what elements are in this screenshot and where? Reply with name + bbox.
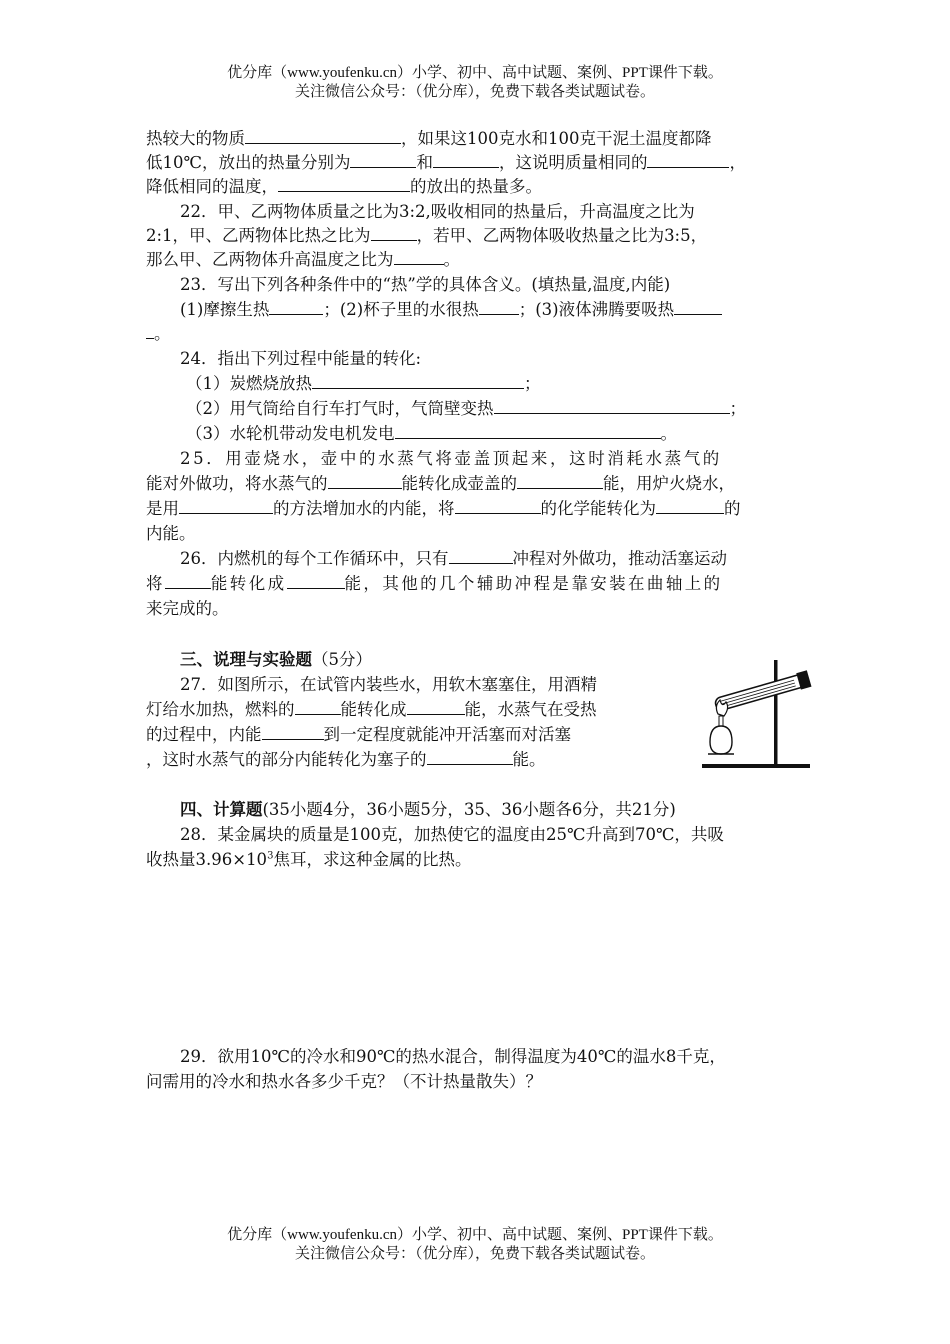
- section-4-heading: [180, 798, 676, 822]
- header-line-2: 关注微信公众号：（优分库），免费下载各类试题试卷。: [294, 84, 655, 100]
- section-3-score: （5分）: [312, 650, 372, 669]
- section-3-heading: [180, 648, 372, 672]
- page-header: [0, 64, 950, 102]
- q21-line-1: 热较大的物质 ，如果这100克水和100克干泥土温度都降: [146, 129, 712, 148]
- section-3-title: 三、说理与实验题: [180, 650, 312, 669]
- section-4-title: 四、计算题: [180, 800, 263, 819]
- q23-line-2: (1)摩擦生热 ；(2)杯子里的水很热 ；(3)液体沸腾要吸热: [146, 298, 844, 322]
- q24-line-2: （1）炭燃烧放热 ；: [186, 374, 541, 393]
- q29-line-2: 问需用的冷水和热水各多少千克？（不计热量散失）？: [146, 1072, 542, 1091]
- q21-line-2: 低10℃，放出的热量分别为 和 ，这说明质量相同的 ，: [146, 153, 746, 172]
- q23-line-1: 23．写出下列各种条件中的“热”学的具体含义。(填热量,温度,内能): [180, 275, 671, 294]
- q26-line-3: 来完成的。: [146, 599, 229, 618]
- page-footer: [0, 1226, 950, 1264]
- q28-line-2: 收热量$3.96\times 10^3$焦耳，求这种金属的比热。: [146, 850, 472, 869]
- q22-line-2: 2:1，甲、乙两物体比热之比为 ，若甲、乙两物体吸收热量之比为3:5，: [146, 226, 708, 245]
- q21-line-3: 降低相同的温度， 的放出的热量多。: [146, 177, 542, 196]
- q29-line-1: 29．欲用10℃的冷水和90℃的热水混合，制得温度为40℃的温水8千克，: [180, 1047, 726, 1066]
- footer-line-2: 关注微信公众号：（优分库），免费下载各类试题试卷。: [294, 1246, 655, 1262]
- test-tube-heating-apparatus-icon: [700, 656, 812, 774]
- q24-line-4: （3）水轮机带动发电机发电 。: [186, 424, 677, 443]
- header-line-1: 优分库（www.youfenku.cn）小学、初中、高中试题、案例、PPT课件下载。: [227, 65, 723, 81]
- q25-line-1: 25．用壶烧水，壶中的水蒸气将壶盖顶起来，这时消耗水蒸气的: [180, 449, 722, 468]
- q27-line-2: 灯给水加热，燃料的 能转化成 能，水蒸气在受热: [146, 700, 597, 719]
- q22-line-1: 22．甲、乙两物体质量之比为3:2,吸收相同的热量后，升高温度之比为: [180, 202, 695, 221]
- section-4-score: (35小题4分，36小题5分，35、36小题各6分，共21分): [262, 800, 676, 819]
- q23-line-3: 。: [146, 322, 810, 346]
- q27-line-3: 的过程中，内能 到一定程度就能冲开活塞而对活塞: [146, 725, 571, 744]
- q24-line-1: 24．指出下列过程中能量的转化:: [180, 349, 422, 368]
- q26-line-2: 将 能转化成 能，其他的几个辅助冲程是靠安装在曲轴上的: [146, 574, 723, 593]
- q28-line-1: 28．某金属块的质量是100克，加热使它的温度由25℃升高到70℃，共吸: [180, 825, 724, 844]
- q25-line-2: 能对外做功，将水蒸气的 能转化成壶盖的 能，用炉火烧水，: [146, 474, 735, 493]
- q22-line-3: 那么甲、乙两物体升高温度之比为 。: [146, 250, 460, 269]
- q27-line-4: ，这时水蒸气的部分内能转化为塞子的 能。: [146, 750, 546, 769]
- q25-line-4: 内能。: [146, 524, 196, 543]
- footer-line-1: 优分库（www.youfenku.cn）小学、初中、高中试题、案例、PPT课件下载。: [227, 1227, 723, 1243]
- q25-line-3: 是用 的方法增加水的内能，将 的化学能转化为 的: [146, 499, 741, 518]
- q26-line-1: 26．内燃机的每个工作循环中，只有 冲程对外做功，推动活塞运动: [180, 549, 727, 568]
- q24-line-3: （2）用气筒给自行车打气时，气筒壁变热 ；: [186, 399, 746, 418]
- q28-exponent: 3: [267, 850, 274, 862]
- q27-line-1: 27．如图所示，在试管内装些水，用软木塞塞住，用酒精: [180, 675, 597, 694]
